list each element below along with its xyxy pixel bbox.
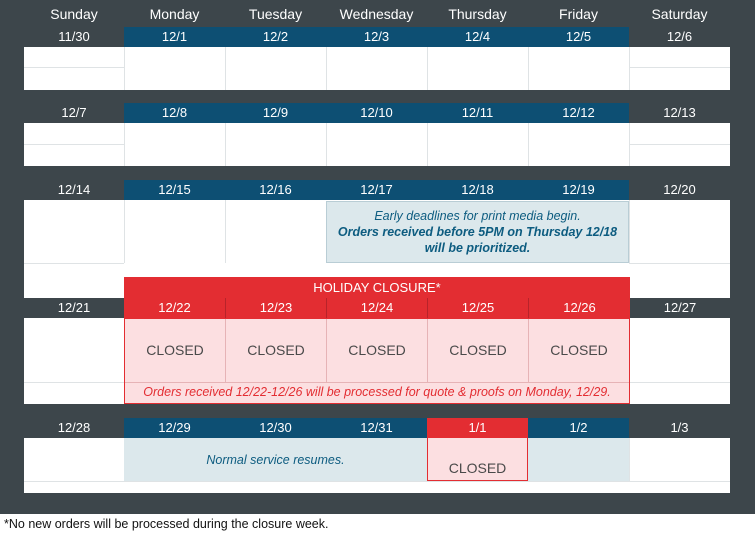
date-header: 12/19 [528, 180, 629, 200]
date-header: 12/9 [225, 103, 326, 123]
date-header: 12/15 [124, 180, 225, 200]
divider [427, 123, 428, 166]
closed-label: CLOSED [427, 319, 528, 382]
date-header: 1/1 [427, 418, 528, 438]
normal-service-fill [528, 438, 629, 481]
date-header: 12/8 [124, 103, 225, 123]
divider [427, 47, 428, 90]
day-name-friday: Friday [559, 6, 598, 22]
day-name-thursday: Thursday [448, 6, 507, 22]
divider [125, 382, 629, 383]
closed-label: CLOSED [225, 319, 326, 382]
closed-label: CLOSED [528, 319, 629, 382]
date-header: 12/4 [427, 27, 528, 47]
divider [24, 481, 730, 482]
footnote: *No new orders will be processed during the closure week. [4, 517, 329, 531]
day-name-monday: Monday [149, 6, 200, 22]
date-header: 11/30 [24, 27, 124, 47]
divider [24, 144, 124, 145]
divider [629, 67, 730, 68]
date-header: 12/17 [326, 180, 427, 200]
divider [629, 47, 630, 90]
date-header: 12/13 [629, 103, 730, 123]
holiday-processing-note: Orders received 12/22-12/26 will be processed for quote & proofs on Monday, 12/29. [143, 385, 611, 399]
divider [629, 200, 630, 263]
day-name-wednesday: Wednesday [339, 6, 414, 22]
date-header: 12/18 [427, 180, 528, 200]
early-deadline-line3: will be prioritized. [424, 241, 531, 255]
divider [24, 263, 124, 264]
normal-service-text: Normal service resumes. [206, 453, 345, 467]
date-header: 12/26 [528, 298, 630, 318]
date-header: 1/2 [528, 418, 629, 438]
divider [225, 47, 226, 90]
date-header: 12/23 [225, 298, 326, 318]
divider [225, 200, 226, 263]
closed-label: CLOSED [326, 319, 427, 382]
divider [24, 67, 124, 68]
date-header: 12/25 [427, 298, 528, 318]
date-header: 12/16 [225, 180, 326, 200]
date-header: 12/24 [326, 298, 427, 318]
date-header: 12/1 [124, 27, 225, 47]
divider [24, 382, 124, 383]
divider [124, 200, 125, 263]
divider [630, 382, 730, 383]
day-name-tuesday: Tuesday [248, 6, 303, 22]
date-header: 12/12 [528, 103, 629, 123]
date-header: 12/2 [225, 27, 326, 47]
week-body [24, 123, 730, 166]
divider [528, 47, 529, 90]
date-header: 12/6 [629, 27, 730, 47]
date-header: 12/22 [124, 298, 225, 318]
early-deadline-note [326, 201, 629, 263]
date-header: 12/5 [528, 27, 629, 47]
date-header: 12/21 [24, 298, 124, 318]
normal-service-note [124, 438, 427, 481]
early-deadline-line2: Orders received before 5PM on Thursday 12/18 [337, 225, 618, 239]
divider [326, 123, 327, 166]
date-header: 12/30 [225, 418, 326, 438]
date-header: 12/27 [630, 298, 730, 318]
closed-label: CLOSED [125, 319, 225, 382]
week-body [24, 47, 730, 90]
date-header: 12/28 [24, 418, 124, 438]
divider [629, 263, 730, 264]
divider [629, 144, 730, 145]
holiday-closure-banner: HOLIDAY CLOSURE* [124, 277, 630, 298]
divider [225, 123, 226, 166]
divider [326, 47, 327, 90]
divider [629, 123, 630, 166]
date-header: 12/10 [326, 103, 427, 123]
day-name-saturday: Saturday [651, 6, 708, 22]
divider [629, 438, 630, 481]
date-header: 12/29 [124, 418, 225, 438]
date-header: 12/3 [326, 27, 427, 47]
divider [124, 123, 125, 166]
divider [124, 47, 125, 90]
divider [528, 123, 529, 166]
date-header: 12/11 [427, 103, 528, 123]
early-deadline-line1: Early deadlines for print media begin. [374, 209, 581, 223]
date-header: 12/20 [629, 180, 730, 200]
day-name-sunday: Sunday [50, 6, 98, 22]
date-header: 12/31 [326, 418, 427, 438]
date-header: 1/3 [629, 418, 730, 438]
date-header: 12/7 [24, 103, 124, 123]
date-header: 12/14 [24, 180, 124, 200]
closed-label: CLOSED [427, 438, 528, 481]
